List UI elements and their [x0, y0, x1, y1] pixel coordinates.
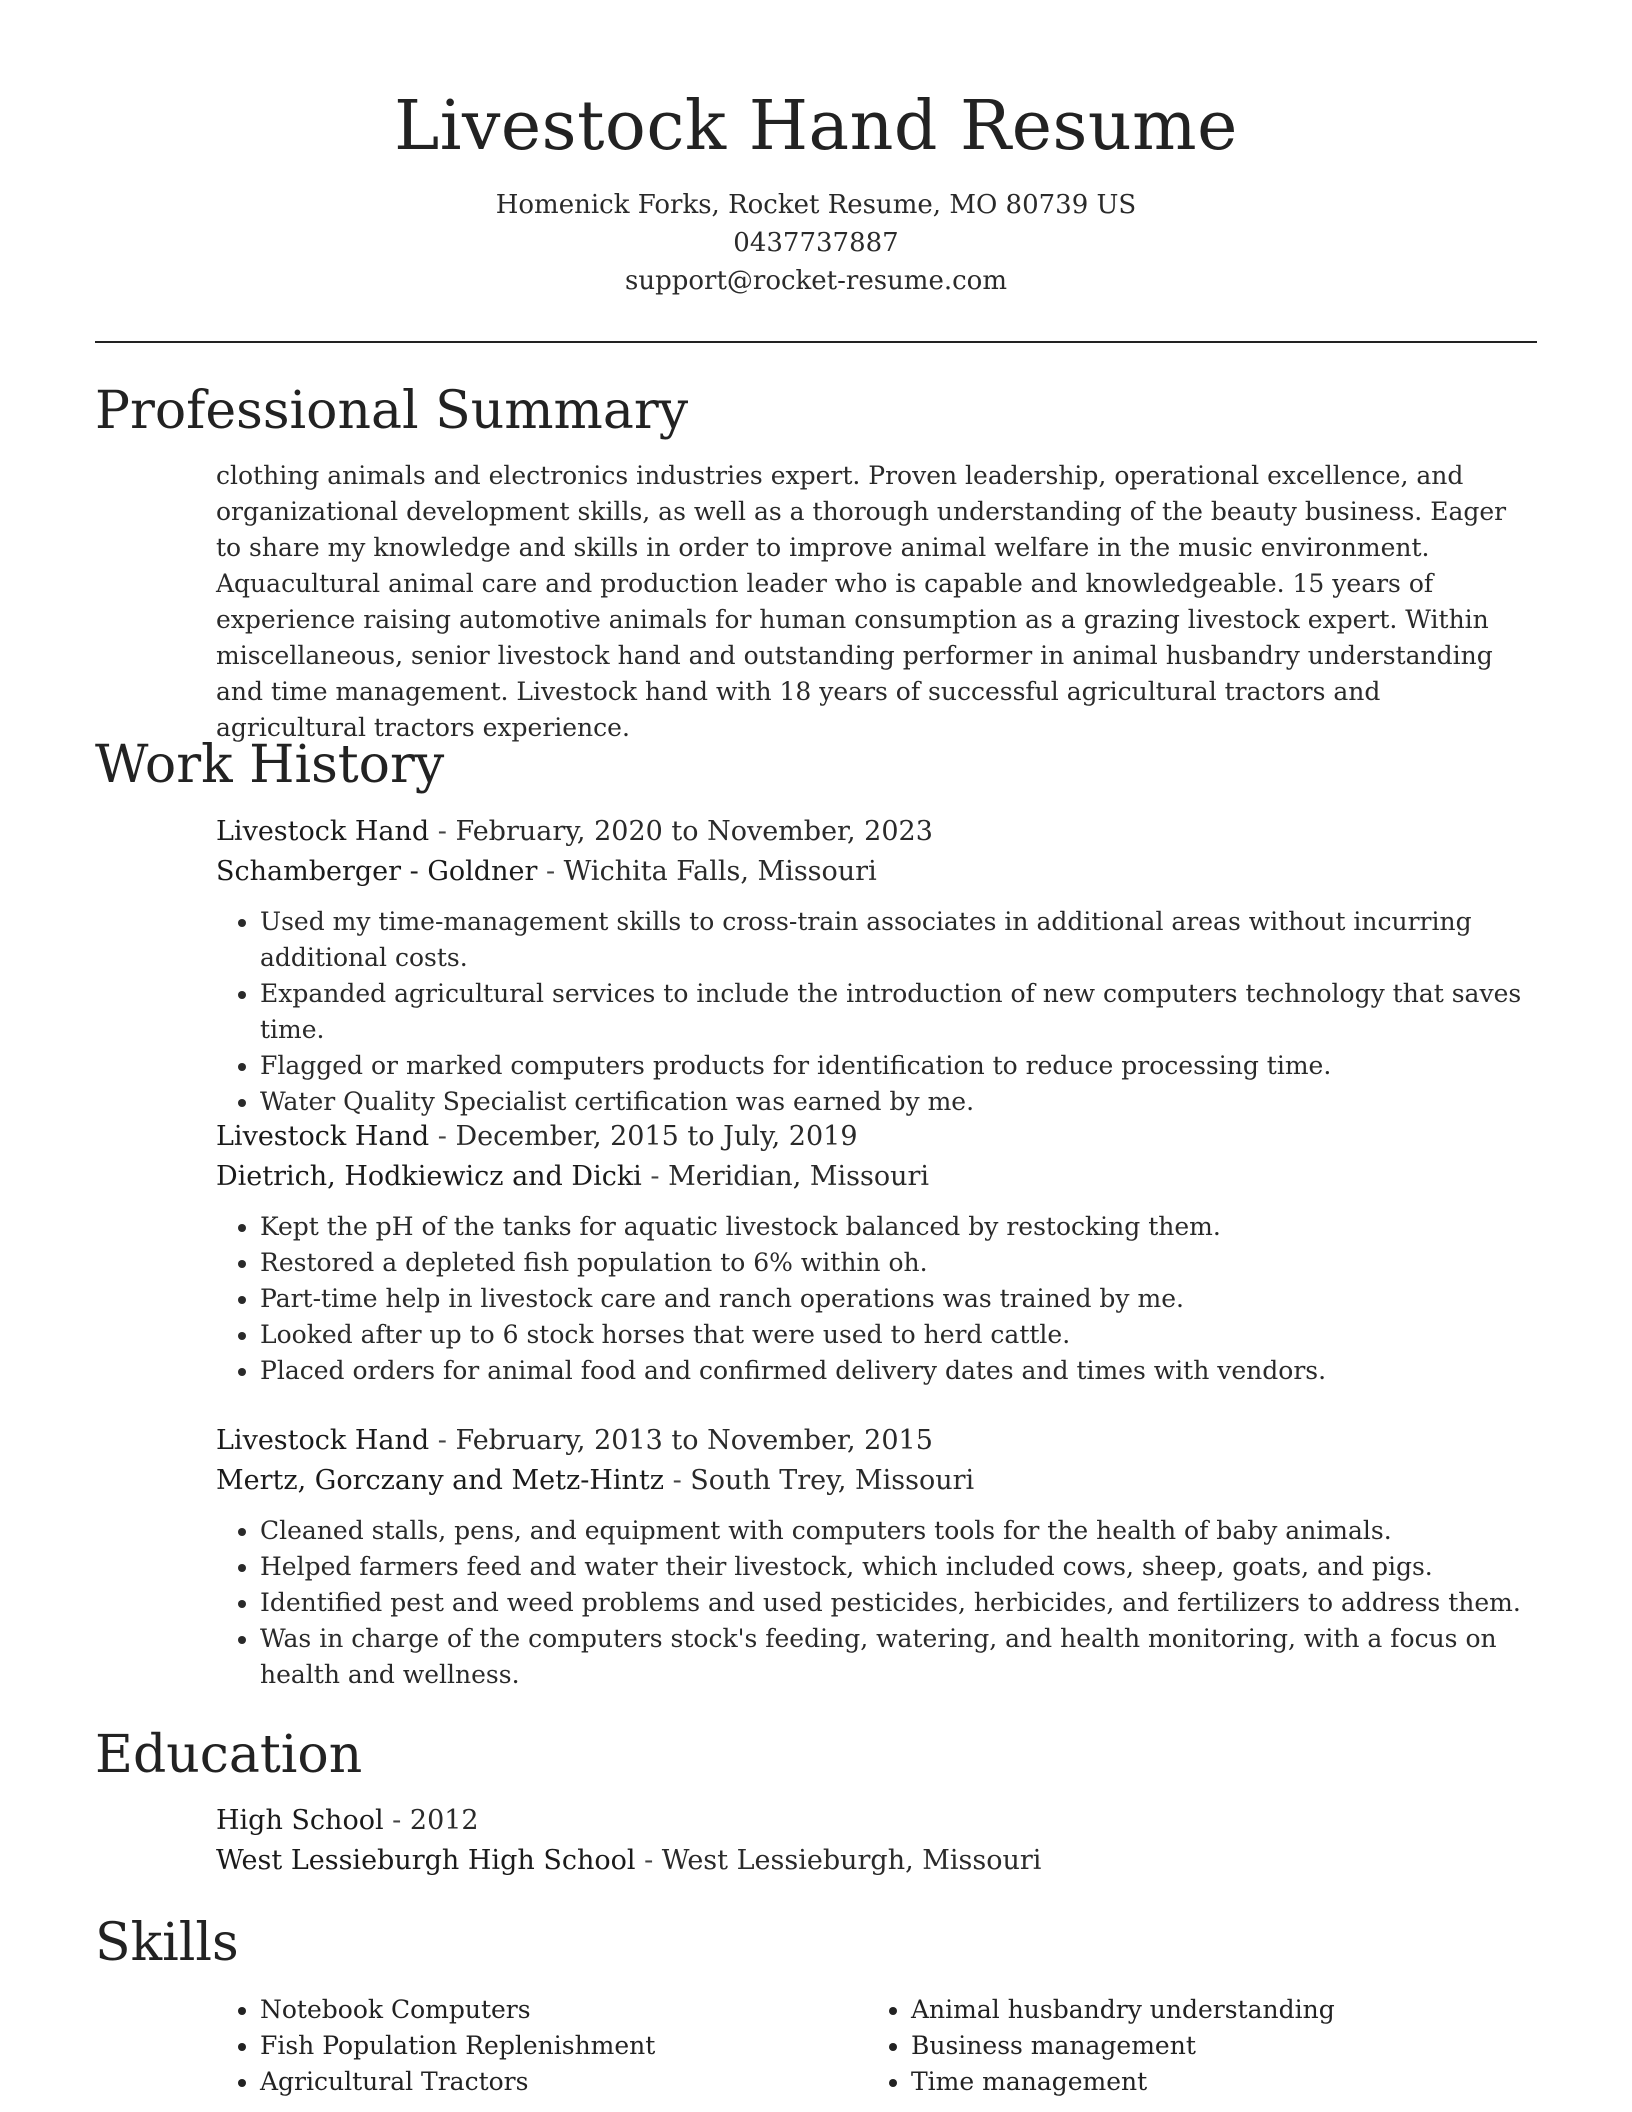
- job-company-line: Mertz, Gorczany and Metz-Hintz - South Trey, Missouri: [216, 1465, 975, 1496]
- job-role: Livestock Hand: [216, 816, 430, 847]
- job-entry: [216, 1421, 1536, 1693]
- job-role: Livestock Hand: [216, 1425, 430, 1456]
- section-title-skills: Skills: [95, 1913, 239, 1973]
- job-company: Mertz, Gorczany and Metz-Hintz: [216, 1465, 664, 1496]
- job-bullet: • Looked after up to 6 stock horses that were used to herd cattle.: [260, 1317, 1536, 1353]
- skill-item: • Animal husbandry understanding: [911, 1992, 1511, 2028]
- section-title-work-history: Work History: [95, 735, 445, 795]
- section-title-summary: Professional Summary: [95, 381, 689, 441]
- job-bullet: • Water Quality Specialist certification was earned by me.: [260, 1084, 1536, 1120]
- skill-item: • Fish Population Replenishment: [260, 2028, 860, 2064]
- job-bullet: • Kept the pH of the tanks for aquatic livestock balanced by restocking them.: [260, 1209, 1536, 1245]
- resume-title: Livestock Hand Resume: [394, 87, 1238, 166]
- job-bullet: • Identified pest and weed problems and used pesticides, herbicides, and fertilizers to address them.: [260, 1585, 1536, 1621]
- education-year: 2012: [409, 1805, 479, 1836]
- summary-section: [216, 458, 1536, 746]
- job-dates: December, 2015 to July, 2019: [455, 1121, 858, 1152]
- skill-item: • Agricultural Tractors: [260, 2064, 860, 2100]
- job-company-line: Dietrich, Hodkiewicz and Dicki - Meridian, Missouri: [216, 1161, 930, 1192]
- job-location: Meridian, Missouri: [668, 1161, 930, 1192]
- contact-email: support@rocket-resume.com: [624, 266, 1007, 296]
- resume-header: [0, 82, 1632, 300]
- job-entry: [216, 812, 1536, 1120]
- contact-phone: 0437737887: [733, 228, 899, 258]
- education-school: West Lessieburgh High School: [216, 1845, 636, 1876]
- job-bullet: • Restored a depleted fish population to 6% within oh.: [260, 1245, 1536, 1281]
- job-bullets: [216, 1513, 1536, 1693]
- job-title-line: Livestock Hand - February, 2020 to November, 2023: [216, 816, 933, 847]
- header-divider: [95, 341, 1537, 343]
- job-bullet: • Flagged or marked computers products for identification to reduce processing time.: [260, 1048, 1536, 1084]
- education-degree: High School: [216, 1805, 384, 1836]
- skill-item: • Business management: [911, 2028, 1511, 2064]
- education-entry: [216, 1801, 1536, 1881]
- job-location: South Trey, Missouri: [690, 1465, 975, 1496]
- job-bullet: • Part-time help in livestock care and ranch operations was trained by me.: [260, 1281, 1536, 1317]
- job-title-line: Livestock Hand - December, 2015 to July, 2019: [216, 1121, 858, 1152]
- job-title-line: Livestock Hand - February, 2013 to November, 2015: [216, 1425, 933, 1456]
- job-bullet: • Was in charge of the computers stock's feeding, watering, and health monitoring, with a focus on health and wellness.: [260, 1621, 1536, 1693]
- skills-list-right: [867, 1992, 1511, 2100]
- job-bullet: • Expanded agricultural services to include the introduction of new computers technology that saves time.: [260, 976, 1536, 1048]
- skill-item: • Notebook Computers: [260, 1992, 860, 2028]
- skill-item: • Time management: [911, 2064, 1511, 2100]
- job-bullet: • Helped farmers feed and water their livestock, which included cows, sheep, goats, and pigs.: [260, 1549, 1536, 1585]
- education-degree-line: High School - 2012: [216, 1805, 479, 1836]
- job-company-line: Schamberger - Goldner - Wichita Falls, Missouri: [216, 856, 877, 887]
- section-title-education: Education: [95, 1725, 363, 1785]
- job-bullet: • Placed orders for animal food and confirmed delivery dates and times with vendors.: [260, 1353, 1536, 1389]
- skills-list-left: [216, 1992, 860, 2100]
- job-bullets: [216, 1209, 1536, 1389]
- job-dates: February, 2020 to November, 2023: [455, 816, 933, 847]
- job-bullet: • Used my time-management skills to cross-train associates in additional areas without incurring additional costs.: [260, 904, 1536, 976]
- summary-text: clothing animals and electronics industries expert. Proven leadership, operational excellence, and organizational development skills, as well as a thorough understanding of the beauty business. Eager to share my knowledge and skills in order to improve animal welfare in the music environment. Aquacultural animal care and production leader who is capable and knowledgeable. 15 years of experience raising automotive animals for human consumption as a grazing livestock expert. Within miscellaneous, senior livestock hand and outstanding performer in animal husbandry understanding and time management. Livestock hand with 18 years of successful agricultural tractors and agricultural tractors experience.: [216, 461, 1507, 742]
- job-role: Livestock Hand: [216, 1121, 430, 1152]
- education-location: West Lessieburgh, Missouri: [661, 1845, 1042, 1876]
- contact-info: [0, 186, 1632, 300]
- job-location: Wichita Falls, Missouri: [563, 856, 877, 887]
- job-company: Schamberger - Goldner: [216, 856, 538, 887]
- job-company: Dietrich, Hodkiewicz and Dicki: [216, 1161, 642, 1192]
- job-bullet: • Cleaned stalls, pens, and equipment with computers tools for the health of baby animals.: [260, 1513, 1536, 1549]
- job-bullets: [216, 904, 1536, 1120]
- contact-address: Homenick Forks, Rocket Resume, MO 80739 US: [495, 190, 1137, 220]
- job-entry: [216, 1117, 1536, 1389]
- job-dates: February, 2013 to November, 2015: [455, 1425, 933, 1456]
- education-school-line: West Lessieburgh High School - West Lessieburgh, Missouri: [216, 1845, 1042, 1876]
